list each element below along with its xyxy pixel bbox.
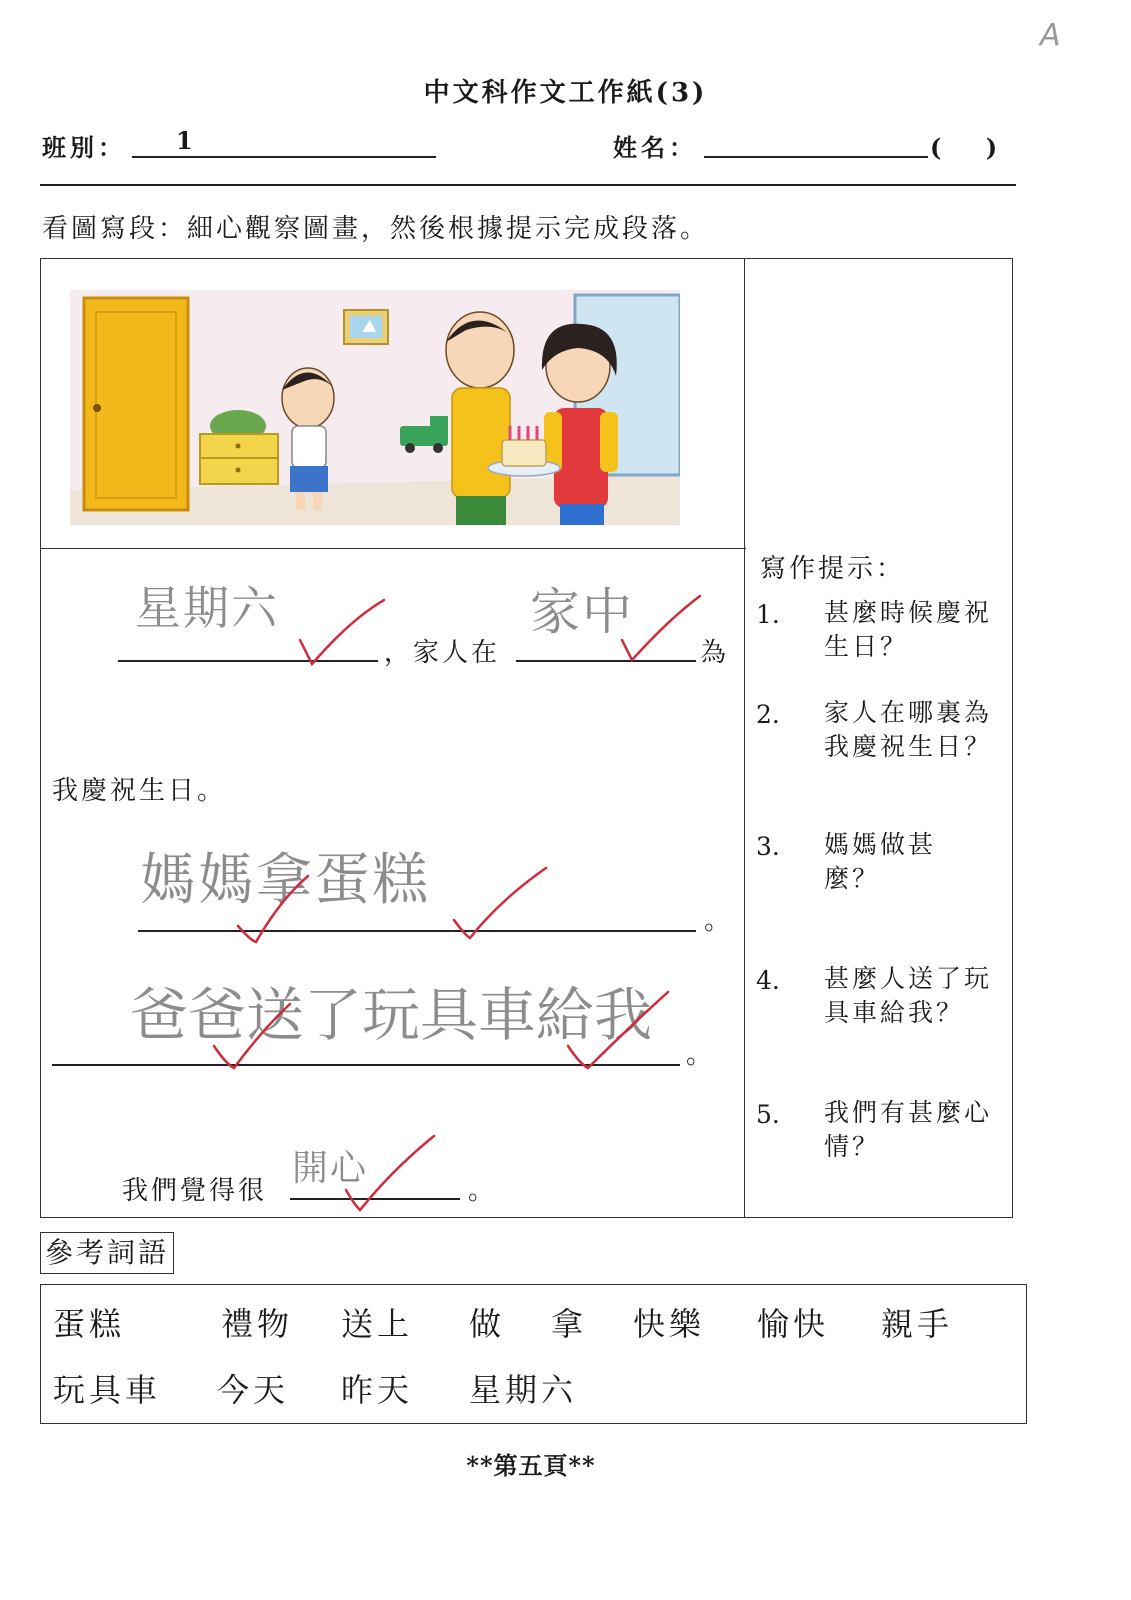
tip-item-3: 媽媽做甚麼？ bbox=[824, 830, 937, 893]
check-mark bbox=[622, 596, 700, 660]
reference-word: 快樂 bbox=[633, 1305, 706, 1343]
reference-label: 參考詞語 bbox=[40, 1232, 174, 1274]
answer-mother: 媽媽拿蛋糕 bbox=[140, 848, 430, 913]
passage-period-4: 。 bbox=[686, 1040, 716, 1070]
answer-father: 爸爸送了玩具車給我 bbox=[130, 981, 653, 1049]
tip-number: 1. bbox=[756, 600, 780, 629]
corner-mark: A bbox=[1040, 18, 1063, 53]
tip-number: 2. bbox=[756, 700, 780, 729]
class-label: 班別： bbox=[42, 133, 126, 162]
reference-word: 星期六 bbox=[469, 1371, 578, 1409]
tip-item-4: 甚麼人送了玩具車給我？ bbox=[824, 964, 993, 1027]
answer-feeling: 開心 bbox=[292, 1148, 369, 1189]
class-value: 1 bbox=[176, 126, 193, 155]
class-number-bracket: ( ) bbox=[930, 133, 1002, 162]
tip-item-1: 甚麼時候慶祝生日？ bbox=[824, 598, 993, 661]
answer-where: 家中 bbox=[530, 583, 634, 641]
reference-word: 做 bbox=[469, 1305, 506, 1343]
check-mark bbox=[346, 1136, 434, 1210]
tip-number: 3. bbox=[756, 832, 780, 861]
passage-text-family-at: ，家人在 bbox=[384, 638, 501, 668]
reference-word: 親手 bbox=[881, 1305, 954, 1343]
tips-heading: 寫作提示： bbox=[760, 554, 906, 584]
reference-word: 禮物 bbox=[221, 1305, 294, 1343]
tip-item-5: 我們有甚麼心情？ bbox=[824, 1098, 993, 1161]
instruction: 看圖寫段：細心觀察圖畫，然後根據提示完成段落。 bbox=[42, 214, 710, 244]
passage-text-for: 為 bbox=[700, 638, 730, 668]
passage-period-3: 。 bbox=[704, 906, 734, 936]
reference-word-box bbox=[40, 1284, 1027, 1424]
reference-word: 送上 bbox=[341, 1305, 414, 1343]
check-mark bbox=[238, 876, 308, 942]
answer-when: 星期六 bbox=[135, 581, 279, 635]
reference-word: 今天 bbox=[217, 1371, 290, 1409]
check-mark bbox=[214, 1004, 290, 1068]
reference-word: 拿 bbox=[551, 1305, 588, 1343]
reference-word: 玩具車 bbox=[53, 1371, 162, 1409]
tip-item-2: 家人在哪裏為我慶祝生日？ bbox=[824, 698, 993, 761]
reference-word: 昨天 bbox=[341, 1371, 414, 1409]
page-footer: **第五頁** bbox=[466, 1451, 596, 1480]
check-mark bbox=[454, 868, 546, 938]
reference-word: 蛋糕 bbox=[53, 1305, 126, 1343]
check-mark bbox=[568, 992, 668, 1068]
passage-text-we-feel: 我們覺得很 bbox=[122, 1176, 268, 1206]
check-mark bbox=[300, 600, 384, 664]
name-label: 姓名： bbox=[613, 133, 697, 162]
tip-number: 4. bbox=[756, 966, 780, 995]
passage-period-5: 。 bbox=[468, 1176, 498, 1206]
reference-word: 愉快 bbox=[757, 1305, 830, 1343]
worksheet-title: 中文科作文工作紙(3) bbox=[423, 78, 708, 108]
passage-text-celebrate: 我慶祝生日。 bbox=[52, 776, 227, 806]
tip-number: 5. bbox=[756, 1100, 780, 1129]
